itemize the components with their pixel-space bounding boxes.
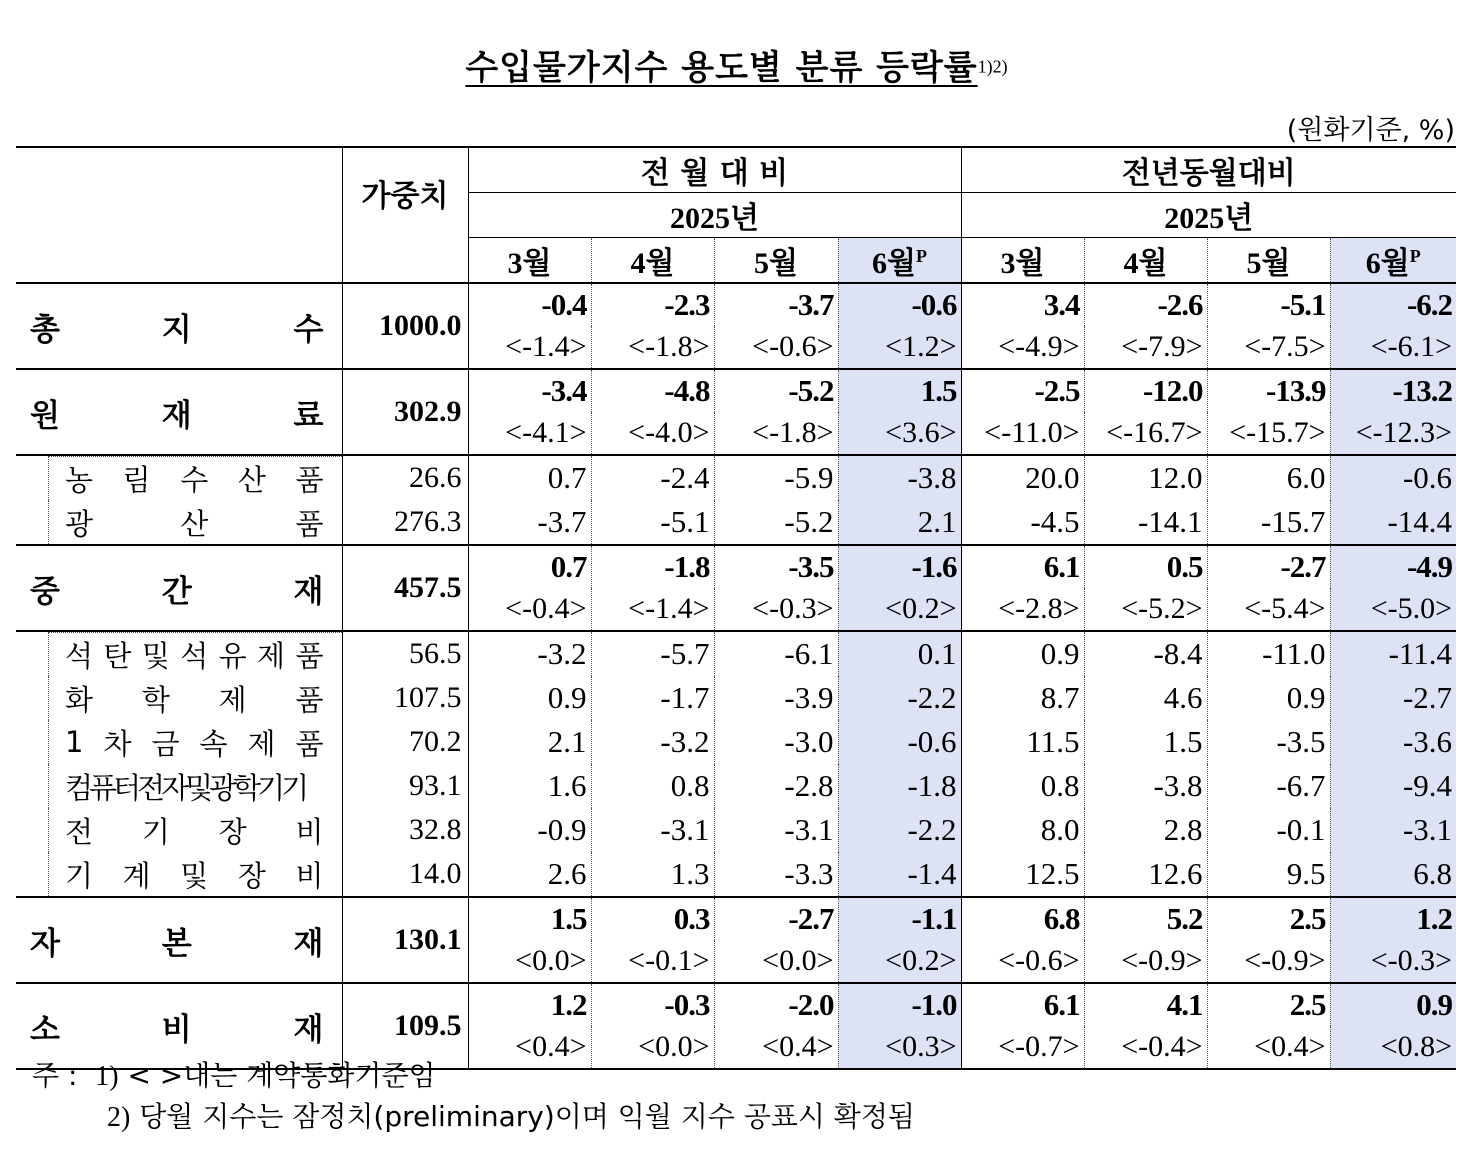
header-mom: 전 월 대 비 — [468, 147, 961, 193]
value-cell: 0.3 — [591, 897, 714, 940]
contract-currency-cell: <0.3> — [838, 1026, 961, 1069]
value-cell: -2.7 — [714, 897, 838, 940]
contract-currency-cell: <-7.9> — [1084, 326, 1207, 369]
value-cell: 12.0 — [1084, 455, 1207, 500]
value-cell: -5.9 — [714, 455, 838, 500]
table-row — [16, 720, 1456, 764]
value-cell: -3.7 — [468, 500, 591, 545]
value-cell: -2.7 — [1207, 545, 1330, 588]
value-cell: -8.4 — [1084, 631, 1207, 676]
row-weight: 109.5 — [342, 983, 468, 1069]
row-weight: 56.5 — [342, 631, 468, 676]
value-cell: -2.2 — [838, 808, 961, 852]
row-label-cell — [16, 764, 342, 808]
value-cell: -5.2 — [714, 500, 838, 545]
value-cell: 4.6 — [1084, 676, 1207, 720]
value-cell: -6.7 — [1207, 764, 1330, 808]
contract-currency-cell: <-4.1> — [468, 412, 591, 455]
table-row — [16, 500, 1456, 545]
value-cell: -1.6 — [838, 545, 961, 588]
row-weight: 1000.0 — [342, 283, 468, 369]
value-cell: 2.1 — [838, 500, 961, 545]
contract-currency-cell: <1.2> — [838, 326, 961, 369]
value-cell: 0.9 — [1207, 676, 1330, 720]
row-weight: 26.6 — [342, 455, 468, 500]
value-cell: -13.2 — [1330, 369, 1456, 412]
contract-currency-cell: <-6.1> — [1330, 326, 1456, 369]
value-cell: 0.8 — [961, 764, 1084, 808]
value-cell: -3.4 — [468, 369, 591, 412]
value-cell: -3.7 — [714, 283, 838, 326]
value-cell: 0.8 — [591, 764, 714, 808]
value-cell: -5.7 — [591, 631, 714, 676]
value-cell: -2.6 — [1084, 283, 1207, 326]
value-cell: 0.9 — [1330, 983, 1456, 1026]
value-cell: -4.9 — [1330, 545, 1456, 588]
value-cell: -3.5 — [1207, 720, 1330, 764]
table-row — [16, 631, 1456, 676]
contract-currency-cell: <-0.4> — [468, 588, 591, 631]
value-cell: 1.5 — [1084, 720, 1207, 764]
row-weight: 276.3 — [342, 500, 468, 545]
value-cell: -3.1 — [714, 808, 838, 852]
contract-currency-cell: <-5.0> — [1330, 588, 1456, 631]
value-cell: -3.1 — [591, 808, 714, 852]
value-cell: -3.3 — [714, 852, 838, 897]
contract-currency-cell: <-1.8> — [591, 326, 714, 369]
value-cell: -3.8 — [838, 455, 961, 500]
contract-currency-cell: <-1.4> — [591, 588, 714, 631]
contract-currency-cell: <-11.0> — [961, 412, 1084, 455]
value-cell: 0.9 — [961, 631, 1084, 676]
row-label-cell — [16, 720, 342, 764]
value-cell: -12.0 — [1084, 369, 1207, 412]
value-cell: 1.5 — [468, 897, 591, 940]
header-month-yoy-4 — [1084, 238, 1207, 284]
table-row — [16, 455, 1456, 500]
row-weight: 457.5 — [342, 545, 468, 631]
header-month-yoy-3 — [961, 238, 1084, 284]
preliminary-mark: P — [916, 246, 927, 266]
value-cell: 3.4 — [961, 283, 1084, 326]
value-cell: -2.5 — [961, 369, 1084, 412]
row-label: 자 본 재 — [30, 925, 324, 962]
value-cell: 6.8 — [1330, 852, 1456, 897]
title-block — [0, 40, 1473, 89]
value-cell: -0.1 — [1207, 808, 1330, 852]
contract-currency-cell: <-16.7> — [1084, 412, 1207, 455]
contract-currency-cell: <0.0> — [714, 940, 838, 983]
contract-currency-cell: <-5.4> — [1207, 588, 1330, 631]
row-label: 컴 퓨 터 전 자 및 광 학 기 기 — [48, 764, 342, 808]
value-cell: -13.9 — [1207, 369, 1330, 412]
contract-currency-cell: <-5.2> — [1084, 588, 1207, 631]
contract-currency-cell: <-4.9> — [961, 326, 1084, 369]
value-cell: -3.0 — [714, 720, 838, 764]
row-label-cell — [16, 500, 342, 545]
row-weight: 93.1 — [342, 764, 468, 808]
month-label: 4월 — [630, 247, 675, 280]
contract-currency-cell: <-0.3> — [1330, 940, 1456, 983]
value-cell: -0.6 — [838, 283, 961, 326]
contract-currency-cell: <-0.1> — [591, 940, 714, 983]
table-row — [16, 283, 1456, 326]
row-label: 1 차 금 속 제 품 — [48, 720, 342, 764]
row-label: 화 학 제 품 — [48, 676, 342, 720]
contract-currency-cell: <-2.8> — [961, 588, 1084, 631]
row-label: 농 림 수 산 품 — [48, 456, 342, 500]
value-cell: -6.1 — [714, 631, 838, 676]
row-label-cell — [16, 897, 342, 983]
value-cell: 2.1 — [468, 720, 591, 764]
contract-currency-cell: <3.6> — [838, 412, 961, 455]
row-label: 광 산 품 — [48, 500, 342, 544]
table-row — [16, 764, 1456, 808]
value-cell: 20.0 — [961, 455, 1084, 500]
table-row — [16, 676, 1456, 720]
row-label-cell — [16, 545, 342, 631]
value-cell: 0.7 — [468, 455, 591, 500]
header-year-mom: 2025년 — [468, 193, 961, 238]
footnote-2 — [32, 1097, 915, 1138]
title-footnote-marks: 1)2) — [977, 56, 1008, 77]
footnote-2-num: 2) — [107, 1102, 131, 1133]
value-cell: -3.9 — [714, 676, 838, 720]
table-row — [16, 852, 1456, 897]
row-label-cell — [16, 455, 342, 500]
contract-currency-cell: <0.8> — [1330, 1026, 1456, 1069]
value-cell: -5.1 — [591, 500, 714, 545]
value-cell: -1.7 — [591, 676, 714, 720]
value-cell: -11.4 — [1330, 631, 1456, 676]
header-month-mom-6 — [838, 238, 961, 284]
month-label: 5월 — [1246, 247, 1291, 280]
value-cell: -3.1 — [1330, 808, 1456, 852]
value-cell: -3.6 — [1330, 720, 1456, 764]
contract-currency-cell: <0.4> — [714, 1026, 838, 1069]
value-cell: 2.5 — [1207, 897, 1330, 940]
contract-currency-cell: <-1.4> — [468, 326, 591, 369]
row-label-cell — [16, 852, 342, 897]
value-cell: -1.0 — [838, 983, 961, 1026]
value-cell: -0.4 — [468, 283, 591, 326]
month-label: 3월 — [507, 247, 552, 280]
contract-currency-cell: <-0.6> — [714, 326, 838, 369]
value-cell: -4.5 — [961, 500, 1084, 545]
value-cell: 1.5 — [838, 369, 961, 412]
header-month-mom-5 — [714, 238, 838, 284]
footnote-2-text: 당월 지수는 잠정치(preliminary)이며 익월 지수 공표시 확정됨 — [139, 1100, 915, 1133]
value-cell: 2.6 — [468, 852, 591, 897]
value-cell: -2.8 — [714, 764, 838, 808]
preliminary-mark: P — [1409, 246, 1421, 266]
table-row — [16, 983, 1456, 1026]
month-label: 3월 — [1000, 247, 1045, 280]
value-cell: -1.4 — [838, 852, 961, 897]
table-row — [16, 897, 1456, 940]
value-cell: -0.3 — [591, 983, 714, 1026]
header-month-yoy-6 — [1330, 238, 1456, 284]
value-cell: -0.9 — [468, 808, 591, 852]
value-cell: -14.4 — [1330, 500, 1456, 545]
value-cell: -1.8 — [591, 545, 714, 588]
value-cell: -2.2 — [838, 676, 961, 720]
contract-currency-cell: <-1.8> — [714, 412, 838, 455]
month-label: 5월 — [754, 247, 798, 280]
contract-currency-cell: <-0.3> — [714, 588, 838, 631]
value-cell: -0.6 — [1330, 455, 1456, 500]
value-cell: 8.0 — [961, 808, 1084, 852]
row-label: 전 기 장 비 — [48, 808, 342, 852]
row-label: 기 계 및 장 비 — [48, 852, 342, 896]
row-weight: 70.2 — [342, 720, 468, 764]
value-cell: -9.4 — [1330, 764, 1456, 808]
row-weight: 107.5 — [342, 676, 468, 720]
value-cell: -1.1 — [838, 897, 961, 940]
value-cell: -5.2 — [714, 369, 838, 412]
contract-currency-cell: <0.2> — [838, 588, 961, 631]
value-cell: -1.8 — [838, 764, 961, 808]
month-label: 6월 — [872, 247, 916, 280]
value-cell: -2.0 — [714, 983, 838, 1026]
value-cell: 0.7 — [468, 545, 591, 588]
header-weight-cont — [342, 238, 468, 284]
contract-currency-cell: <-0.9> — [1084, 940, 1207, 983]
value-cell: -11.0 — [1207, 631, 1330, 676]
row-label-cell — [16, 808, 342, 852]
contract-currency-cell: <0.2> — [838, 940, 961, 983]
footnote-1 — [32, 1056, 915, 1097]
row-weight: 302.9 — [342, 369, 468, 455]
value-cell: -5.1 — [1207, 283, 1330, 326]
header-month-mom-4 — [591, 238, 714, 284]
row-label-cell — [16, 283, 342, 369]
value-cell: 0.9 — [468, 676, 591, 720]
month-label: 4월 — [1123, 247, 1168, 280]
value-cell: -3.5 — [714, 545, 838, 588]
value-cell: 1.6 — [468, 764, 591, 808]
contract-currency-cell: <-15.7> — [1207, 412, 1330, 455]
value-cell: -2.4 — [591, 455, 714, 500]
value-cell: 6.1 — [961, 545, 1084, 588]
value-cell: -4.8 — [591, 369, 714, 412]
row-weight: 130.1 — [342, 897, 468, 983]
header-year-yoy: 2025년 — [961, 193, 1456, 238]
value-cell: -15.7 — [1207, 500, 1330, 545]
value-cell: 1.2 — [1330, 897, 1456, 940]
value-cell: -2.3 — [591, 283, 714, 326]
row-weight: 14.0 — [342, 852, 468, 897]
value-cell: 9.5 — [1207, 852, 1330, 897]
value-cell: -3.2 — [591, 720, 714, 764]
row-label-cell — [16, 631, 342, 676]
value-cell: 5.2 — [1084, 897, 1207, 940]
table-row — [16, 369, 1456, 412]
table-row — [16, 545, 1456, 588]
value-cell: 4.1 — [1084, 983, 1207, 1026]
footnote-prefix: 주 : — [32, 1059, 78, 1092]
header-month-mom-3 — [468, 238, 591, 284]
table-row — [16, 808, 1456, 852]
index-table — [16, 146, 1456, 1070]
month-label: 6월 — [1365, 247, 1410, 280]
footnote-1-text: < >내는 계약통화기준임 — [127, 1059, 436, 1092]
header-yoy: 전년동월대비 — [961, 147, 1456, 193]
row-label: 소 비 재 — [30, 1011, 324, 1048]
row-label-cell — [16, 369, 342, 455]
contract-currency-cell: <-0.9> — [1207, 940, 1330, 983]
row-label: 석 탄 및 석 유 제 품 — [48, 632, 342, 676]
value-cell: -3.2 — [468, 631, 591, 676]
contract-currency-cell: <-12.3> — [1330, 412, 1456, 455]
header-blank — [16, 147, 342, 283]
unit-label: (원화기준, %) — [1286, 115, 1455, 146]
contract-currency-cell: <0.4> — [1207, 1026, 1330, 1069]
footnotes — [32, 1056, 915, 1138]
row-label-cell — [16, 676, 342, 720]
contract-currency-cell: <-0.6> — [961, 940, 1084, 983]
header-weight: 가중치 — [342, 147, 468, 238]
value-cell: 2.5 — [1207, 983, 1330, 1026]
row-label: 중 간 재 — [30, 573, 324, 610]
value-cell: -3.8 — [1084, 764, 1207, 808]
value-cell: -6.2 — [1330, 283, 1456, 326]
value-cell: 6.0 — [1207, 455, 1330, 500]
value-cell: 12.5 — [961, 852, 1084, 897]
value-cell: -0.6 — [838, 720, 961, 764]
value-cell: 8.7 — [961, 676, 1084, 720]
value-cell: 0.5 — [1084, 545, 1207, 588]
contract-currency-cell: <-0.4> — [1084, 1026, 1207, 1069]
row-label: 총 지 수 — [30, 311, 324, 348]
row-weight: 32.8 — [342, 808, 468, 852]
value-cell: 1.3 — [591, 852, 714, 897]
footnote-1-num: 1) — [95, 1061, 119, 1092]
value-cell: -2.7 — [1330, 676, 1456, 720]
value-cell: 2.8 — [1084, 808, 1207, 852]
contract-currency-cell: <0.4> — [468, 1026, 591, 1069]
contract-currency-cell: <-0.7> — [961, 1026, 1084, 1069]
contract-currency-cell: <0.0> — [591, 1026, 714, 1069]
value-cell: 0.1 — [838, 631, 961, 676]
value-cell: 1.2 — [468, 983, 591, 1026]
contract-currency-cell: <-7.5> — [1207, 326, 1330, 369]
page-title: 수입물가지수 용도별 분류 등락률 — [465, 48, 978, 88]
value-cell: 6.1 — [961, 983, 1084, 1026]
value-cell: -14.1 — [1084, 500, 1207, 545]
contract-currency-cell: <0.0> — [468, 940, 591, 983]
value-cell: 11.5 — [961, 720, 1084, 764]
value-cell: 6.8 — [961, 897, 1084, 940]
contract-currency-cell: <-4.0> — [591, 412, 714, 455]
value-cell: 12.6 — [1084, 852, 1207, 897]
row-label: 원 재 료 — [30, 397, 324, 434]
header-month-yoy-5 — [1207, 238, 1330, 284]
